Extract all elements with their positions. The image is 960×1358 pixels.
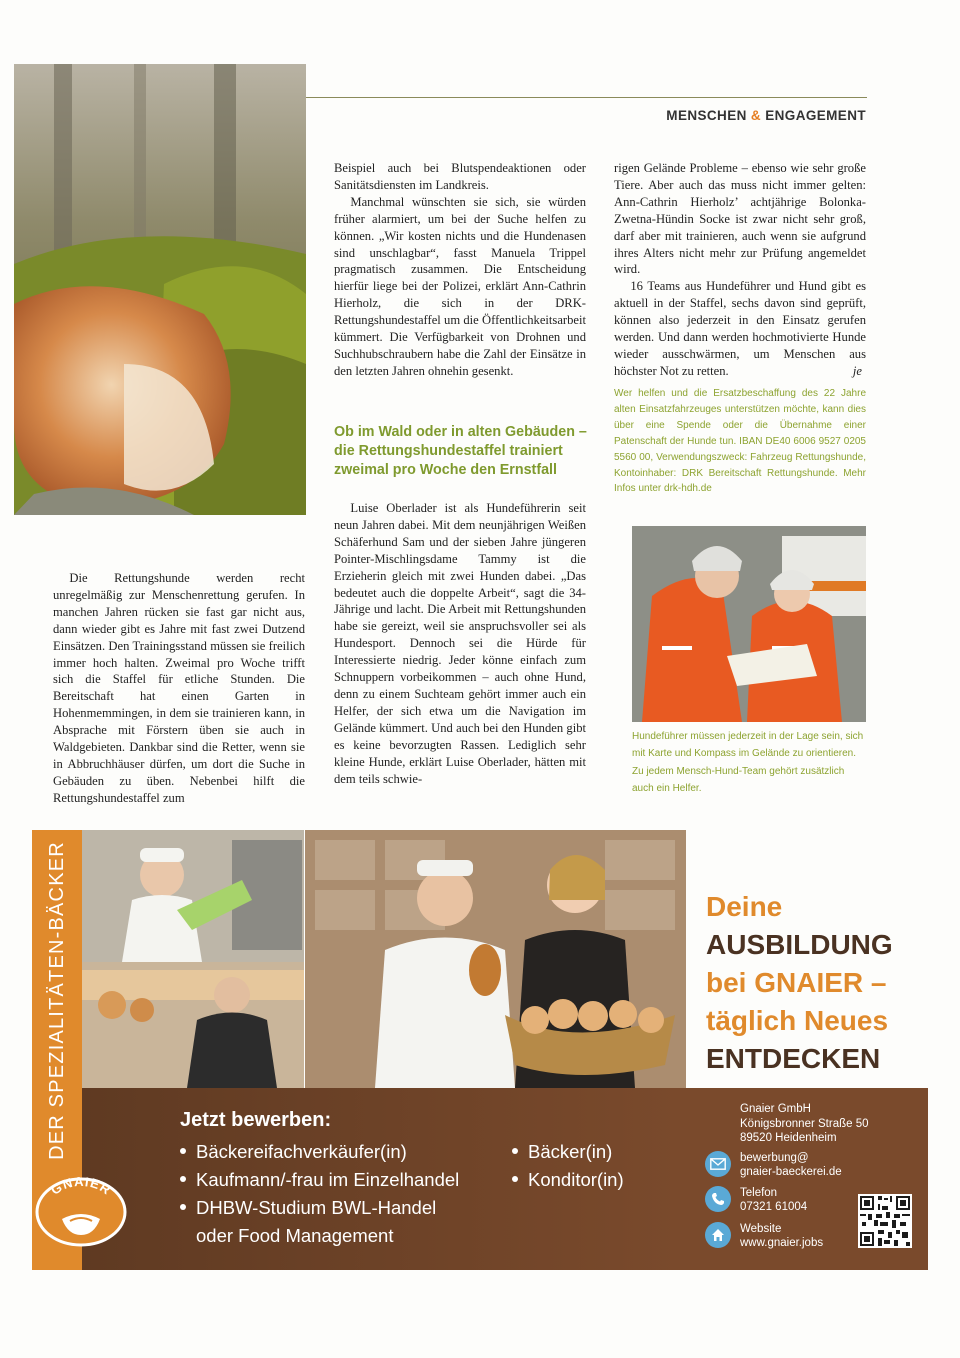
ad-headline-line: täglich Neues: [706, 1005, 889, 1036]
donation-info-box: Wer helfen und die Ersatzbeschaffung des 22 Jahre alten Einsatzfahrzeuges unterstützen möchte, kann dies über eine Spende oder die Übernahme einer Patenschaft der Hunde tun. IBAN DE40 6006 9527 0205 5560 00, Verwendungszweck: Fahrzeug Rettungshunde, Kontoinhaber: DRK Bereitschaft Rettungshunde. Mehr Infos unter drk-hdh.de: [614, 388, 866, 495]
email-line-2: gnaier-baeckerei.de: [740, 1166, 842, 1178]
job-item: [512, 1138, 612, 1166]
paragraph: Die Rettungshunde werden recht unregelmäßig zur Menschenrettung gerufen. In manchen Jahren rücken sie fast gar nicht aus, dann wieder gibt es Jahre mit fast zwei Dutzend Einsätzen. Den Trainingsstand müssen sie freilich immer hoch halten. Zweimal pro Woche trifft sich die Staffel für etliche Stunden. Die Bereitschaft hat einen Garten in Hohenmemmingen, in dem sie trainieren kann, in Absprache mit Förstern üben sie auch in Waldgebieten. Dankbar sind die Retter, wenn sie in Abbruchhäuser dürfen, um dort die Suche in Gebäuden zu üben. Nebenbei hilft die Rettungshundestaffel zum: [53, 571, 305, 805]
website-url: www.gnaier.jobs: [740, 1237, 824, 1249]
phone-label: Telefon: [740, 1187, 778, 1199]
gnaier-logo: [34, 1177, 128, 1247]
header-rule: [305, 97, 867, 98]
logo-text: GNAIER: [48, 1177, 115, 1198]
paragraph: [614, 278, 866, 379]
article-column-2-top: [334, 160, 586, 380]
article-column-2-bottom: [334, 500, 586, 787]
section-amp: &: [750, 108, 762, 123]
company-name: Gnaier GmbH: [740, 1103, 811, 1115]
author-initials: je: [852, 363, 862, 378]
ad-headline-line: bei GNAIER –: [706, 967, 887, 998]
email-contact[interactable]: [705, 1151, 855, 1183]
ad-vertical-text: DER SPEZIALITÄTEN-BÄCKER: [45, 840, 68, 1160]
ad-headline-line: AUSBILDUNG: [706, 929, 893, 960]
job-item-continued: oder Food Management: [196, 1225, 394, 1246]
dog-photo: [14, 64, 306, 515]
phone-icon: [705, 1186, 731, 1212]
company-city: 89520 Heidenheim: [740, 1132, 837, 1144]
qr-code[interactable]: [858, 1194, 912, 1248]
paragraph: Luise Oberlader ist als Hundeführerin seit neun Jahren dabei. Mit dem neunjährigen Weißen Schäferhund Sam und der sieben Jahre jüngeren Pointer-Mischlingsdame Tammy ist die Erzieherin gleich mit zwei Hunden dabei. „Das bedeutet auch die doppelte Arbeit“, sagt die 34-Jährige und lacht. Die Arbeit mit Rettungshunden habe sie gereizt, weil sie anspruchsvoller sei als Hundesport. Dennoch sei die Hürde für Interessierte niedrig. Jeder könne einfach zum Schnuppern vorbeikommen – auch ohne Hund, denn zu einem Suchteam gehört immer auch ein Helfer, der sich etwa um die Navigation im Gelände kümmert. Und auch bei den Hunden gibt es keine bevorzugten Rassen. Lediglich sehr kleine Hunde, erklärt Luise Oberlader, hätten mit dem teils schwie-: [334, 501, 586, 786]
section-label: [666, 108, 866, 123]
job-label: Bäcker(in): [528, 1141, 613, 1162]
mail-icon: [705, 1151, 731, 1177]
website-label: Website: [740, 1223, 782, 1235]
job-item: [180, 1138, 407, 1166]
apply-title: Jetzt bewerben:: [180, 1109, 332, 1131]
company-street: Königsbronner Straße 50: [740, 1117, 869, 1130]
company-address: [740, 1102, 869, 1146]
job-label: Kaufmann/-frau im Einzelhandel: [196, 1169, 460, 1190]
job-item: [512, 1166, 624, 1194]
paragraph: rigen Gelände Probleme – ebenso wie sehr große Tiere. Aber auch das muss nicht immer gelten: Ann-Cathrin Hierholz’ achtjährige Bolonka-Zwetna-Hündin Socke ist zwar nicht sehr groß, darf aber mit trainieren, auch wenn sie aufgrund ihres Alters nicht mehr zur Prüfung angemeldet wird.: [614, 161, 866, 277]
paragraph-text: 16 Teams aus Hundeführer und Hund gibt es aktuell in der Staffel, sechs davon sind geprüft, können also jederzeit in den Einsatz gerufen werden. Und dann werden hochmotivierte Hunde wieder ausschwärmen, um Menschen aus höchster Not zu retten.: [614, 279, 866, 378]
job-label: DHBW-Studium BWL-Handel: [196, 1197, 437, 1218]
paragraph: Beispiel auch bei Blutspendeaktionen oder Sanitätsdiensten im Landkreis.: [334, 161, 586, 192]
photo-caption: Hundeführer müssen jederzeit in der Lage sein, sich mit Karte und Kompass im Gelände zu orientieren. Zu jedem Mensch-Hund-Team gehört zusätzlich auch ein Helfer.: [632, 731, 864, 795]
paragraph: Manchmal wünschten sie sich, sie würden früher alarmiert, um bei der Suche helfen zu können. „Wir kosten nichts und die Hundenasen sind unschlagbar“, fasst Manuela Trippel pragmatisch zusammen. Die Entscheidung hierfür liege bei der Polizei, erklärt Ann-Cathrin Hierholz, die sich in der DRK-Rettungshundestaffel um die Öffentlichkeitsarbeit kümmert. Die Verfügbarkeit von Drohnen und Suchhubschraubern habe die Zahl der Einsätze in den letzten Jahren ohnehin gesenkt.: [334, 194, 586, 378]
ad-headline-line: Deine: [706, 891, 783, 922]
ad-vertical-title: [32, 830, 82, 1170]
article-column-1: [53, 570, 305, 807]
job-label: Konditor(in): [528, 1169, 624, 1190]
home-icon: [705, 1222, 731, 1248]
subheading: Ob im Wald oder in alten Gebäuden – die Rettungshundestaffel trainiert zweimal pro Woche den Ernstfall: [334, 424, 587, 478]
job-item: [180, 1194, 436, 1222]
rescue-team-photo: [632, 526, 866, 722]
article-column-3: [614, 160, 866, 380]
ad-headline-line: ENTDECKEN: [706, 1043, 881, 1074]
phone-number: 07321 61004: [740, 1201, 808, 1213]
job-label: Bäckereifachverkäufer(in): [196, 1141, 407, 1162]
phone-contact[interactable]: [705, 1186, 855, 1218]
job-item: [180, 1166, 459, 1194]
bakery-apprentices-photo: [305, 830, 686, 1088]
section-word-1: MENSCHEN: [666, 108, 747, 123]
bakery-photo-collage: [82, 830, 304, 1088]
section-word-2: ENGAGEMENT: [765, 108, 866, 123]
email-line-1: bewerbung@: [740, 1152, 809, 1164]
website-contact[interactable]: [705, 1222, 855, 1254]
ad-headline: [706, 888, 926, 1078]
